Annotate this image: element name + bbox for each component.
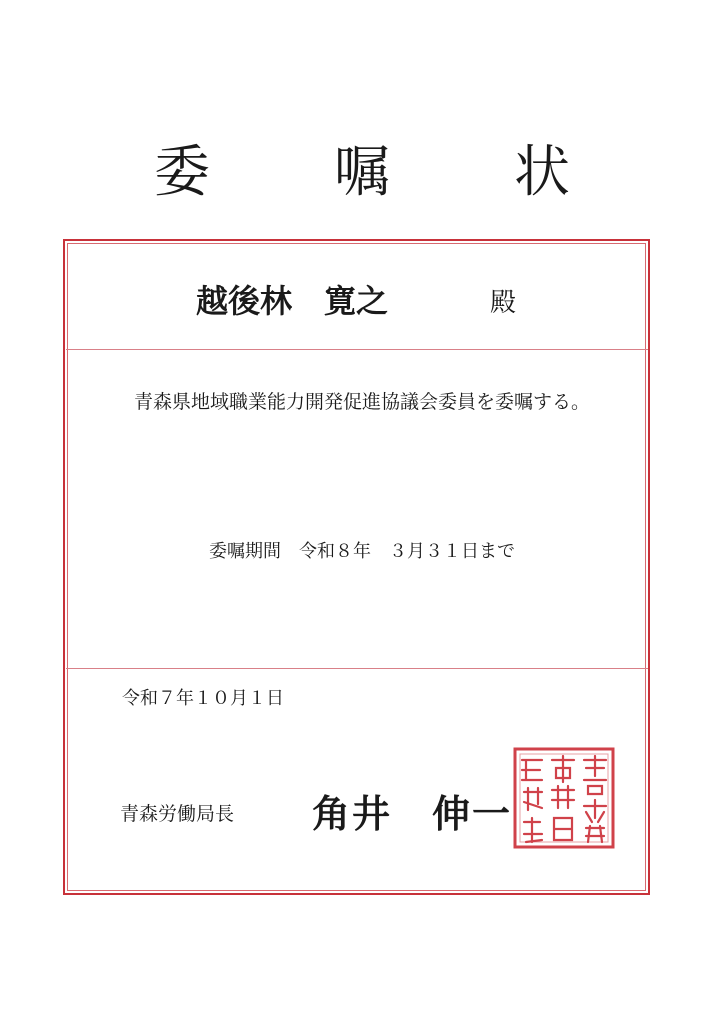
recipient-name: 越後林 寛之: [196, 282, 389, 320]
issuer-title: 青森労働局長: [120, 803, 235, 825]
official-seal-icon: [512, 746, 616, 850]
recipient-honorific: 殿: [490, 288, 517, 318]
appointment-purpose: 青森県地域職業能力開発促進協議会委員を委嘱する。: [133, 391, 590, 413]
divider-top: [66, 349, 648, 350]
divider-bottom: [66, 668, 648, 669]
certificate-title: 委 嘱 状: [154, 140, 604, 205]
issue-date: 令和７年１０月１日: [122, 688, 284, 709]
appointment-term: 委嘱期間 令和８年 ３月３１日まで: [209, 541, 515, 562]
issuer-name: 角井 伸一: [312, 791, 513, 836]
